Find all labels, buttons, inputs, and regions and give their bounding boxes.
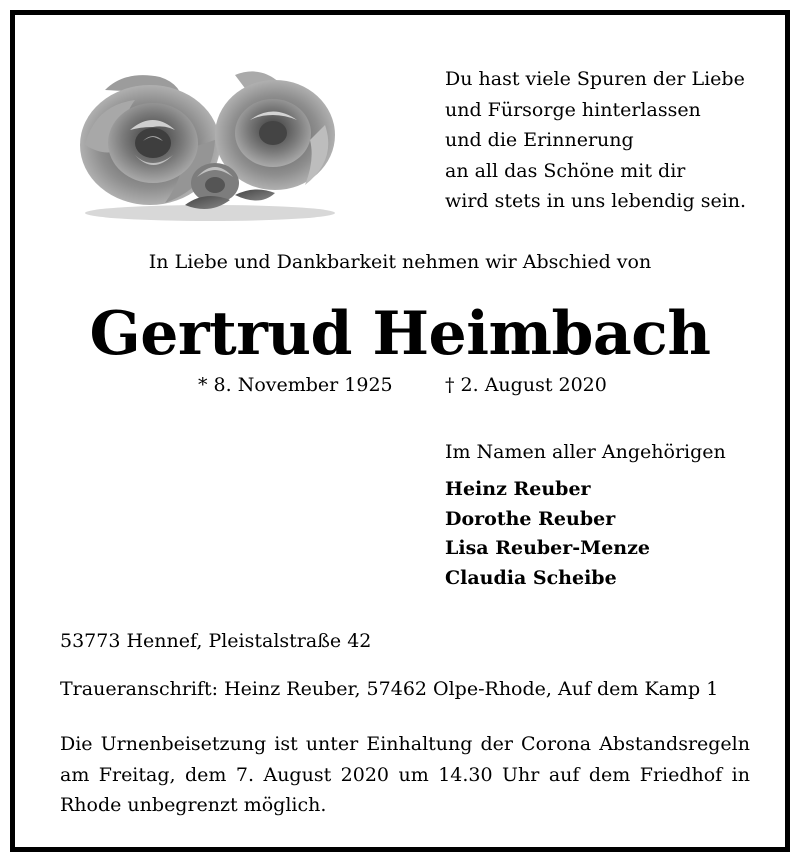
- notice-line: Rhode unbegrenzt möglich.: [60, 794, 327, 816]
- address: 53773 Hennef, Pleistalstraße 42: [60, 630, 372, 652]
- obituary-notice: [10, 10, 790, 852]
- family-member: Lisa Reuber-Menze: [445, 537, 650, 559]
- birth-date: * 8. November 1925: [198, 374, 393, 396]
- poem-line: wird stets in uns lebendig sein.: [445, 190, 747, 212]
- family-intro: Im Namen aller Angehörigen: [445, 441, 726, 463]
- family-member: Claudia Scheibe: [445, 566, 617, 589]
- family-member: Dorothe Reuber: [445, 507, 616, 530]
- deceased-name: Gertrud Heimbach: [89, 299, 711, 369]
- poem-line: und die Erinnerung: [445, 129, 634, 151]
- poem: [445, 64, 746, 217]
- poem-line: und Fürsorge hinterlassen: [445, 98, 701, 121]
- notice-line: am Freitag, dem 7. August 2020 um 14.30 Uhr auf dem Friedhof in: [60, 763, 750, 786]
- poem-line: an all das Schöne mit dir: [445, 159, 686, 182]
- intro-text: In Liebe und Dankbarkeit nehmen wir Abschied von: [148, 251, 652, 273]
- poem-line: Du hast viele Spuren der Liebe: [445, 68, 745, 90]
- burial-notice: [60, 729, 750, 821]
- death-date: † 2. August 2020: [445, 374, 607, 396]
- family-member: Heinz Reuber: [445, 478, 591, 500]
- roses-image: [65, 65, 345, 225]
- family-members: [445, 475, 650, 593]
- notice-line: Die Urnenbeisetzung ist unter Einhaltung der Corona Abstandsregeln: [60, 733, 750, 755]
- trauer-address: Traueranschrift: Heinz Reuber, 57462 Olpe-Rhode, Auf dem Kamp 1: [60, 678, 719, 700]
